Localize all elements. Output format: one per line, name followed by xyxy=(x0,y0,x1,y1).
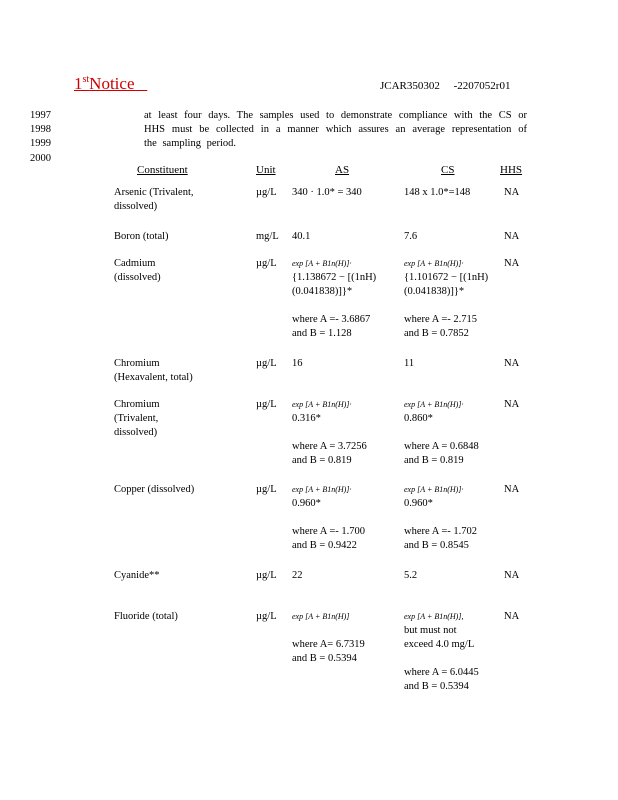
table-cell-constituent xyxy=(114,230,169,244)
cell-line: µg/L xyxy=(256,258,277,269)
table-cell-unit xyxy=(256,569,277,583)
cell-line: Boron (total) xyxy=(114,231,169,242)
col-header-cs: CS xyxy=(441,164,455,176)
cell-line: µg/L xyxy=(256,484,277,495)
cell-line xyxy=(292,624,365,638)
table-cell-constituent xyxy=(114,569,160,583)
table-cell-hhs xyxy=(504,357,519,371)
notice-title: 1stNotice xyxy=(74,74,135,93)
cell-line: exp [A + B1n(H)]· xyxy=(404,259,464,268)
cell-line: µg/L xyxy=(256,187,277,198)
cell-line: {1.101672 − [(1nH) xyxy=(404,272,489,283)
table-cell-cs xyxy=(404,483,477,553)
line-number: 1998 xyxy=(30,124,51,136)
table-cell-constituent xyxy=(114,257,161,285)
cell-line: (Hexavalent, total) xyxy=(114,372,193,383)
cell-line: Cyanide** xyxy=(114,570,160,581)
cell-line: Copper (dissolved) xyxy=(114,484,195,495)
cell-line: NA xyxy=(504,358,520,369)
cell-line: µg/L xyxy=(256,570,277,581)
table-cell-as xyxy=(292,186,362,200)
cell-line: NA xyxy=(504,187,520,198)
cell-line: and B = 0.8545 xyxy=(404,540,469,551)
table-cell-as xyxy=(292,257,376,341)
cell-line: dissolved) xyxy=(114,427,158,438)
cell-line: (Trivalent, xyxy=(114,413,159,424)
table-cell-as xyxy=(292,569,303,583)
table-cell-constituent xyxy=(114,357,193,385)
cell-line: where A = 3.7256 xyxy=(292,441,367,452)
table-cell-cs xyxy=(404,257,488,341)
table-cell-hhs xyxy=(504,569,519,583)
table-cell-constituent xyxy=(114,483,194,497)
cell-line: and B = 1.128 xyxy=(292,328,352,339)
cell-line xyxy=(292,426,367,440)
table-cell-hhs xyxy=(504,483,519,497)
cell-line xyxy=(292,511,365,525)
table-cell-hhs xyxy=(504,257,519,271)
cell-line: where A = 6.0445 xyxy=(404,667,479,678)
cell-line: µg/L xyxy=(256,358,277,369)
cell-line: Arsenic (Trivalent, xyxy=(114,187,194,198)
table-cell-unit xyxy=(256,230,279,244)
table-cell-unit xyxy=(256,398,277,412)
table-cell-constituent xyxy=(114,186,194,214)
table-cell-unit xyxy=(256,610,277,624)
intro-paragraph: at least four days. The samples used to demonstrate compliance with the CS or HHS must be collected in a manner which assures an average representation of the sampling period. xyxy=(144,110,527,150)
cell-line: {1.138672 − [(1nH) xyxy=(292,272,377,283)
cell-line: 22 xyxy=(292,570,303,581)
cell-line: NA xyxy=(504,258,520,269)
cell-line: Chromium xyxy=(114,399,160,410)
table-cell-cs xyxy=(404,186,470,200)
cell-line: but must not xyxy=(404,625,457,636)
table-cell-unit xyxy=(256,186,277,200)
cell-line: µg/L xyxy=(256,399,277,410)
cell-line: (dissolved) xyxy=(114,272,161,283)
cell-line: exceed 4.0 mg/L xyxy=(404,639,475,650)
cell-line: exp [A + B1n(H)]· xyxy=(404,400,464,409)
table-cell-hhs xyxy=(504,610,519,624)
cell-line xyxy=(404,299,488,313)
cell-line: Cadmium xyxy=(114,258,156,269)
cell-line: and B = 0.5394 xyxy=(404,681,469,692)
cell-line: 16 xyxy=(292,358,303,369)
cell-line: and B = 0.819 xyxy=(404,455,464,466)
cell-line: 0.960* xyxy=(404,498,433,509)
cell-line: dissolved) xyxy=(114,201,158,212)
table-cell-constituent xyxy=(114,398,160,440)
line-number: 1997 xyxy=(30,110,51,121)
cell-line: NA xyxy=(504,231,520,242)
table-cell-cs xyxy=(404,398,479,468)
cell-line: 0.960* xyxy=(292,498,321,509)
document-id: JCAR350302 -2207052r01 xyxy=(380,80,511,92)
cell-line: (0.041838)]}* xyxy=(404,286,465,297)
cell-line: 340 · 1.0* = 340 xyxy=(292,187,362,198)
cell-line: NA xyxy=(504,399,520,410)
table-cell-as xyxy=(292,398,367,468)
line-number: 1999 xyxy=(30,138,51,150)
col-header-hhs: HHS xyxy=(500,164,523,176)
cell-line: exp [A + B1n(H)]· xyxy=(404,485,464,494)
cell-line xyxy=(404,652,479,666)
cell-line: where A =- 1.702 xyxy=(404,526,477,537)
table-cell-cs xyxy=(404,357,414,371)
cell-line: Fluoride (total) xyxy=(114,611,178,622)
table-cell-cs xyxy=(404,569,417,583)
table-cell-as xyxy=(292,357,303,371)
cell-line: where A = 0.6848 xyxy=(404,441,479,452)
cell-line: where A =- 1.700 xyxy=(292,526,365,537)
cell-line: Chromium xyxy=(114,358,160,369)
cell-line: and B = 0.5394 xyxy=(292,653,357,664)
cell-line: NA xyxy=(504,484,520,495)
cell-line xyxy=(404,426,479,440)
table-cell-hhs xyxy=(504,186,519,200)
cell-line: exp [A + B1n(H)], xyxy=(404,612,464,621)
cell-line: exp [A + B1n(H)]· xyxy=(292,259,352,268)
cell-line: 40.1 xyxy=(292,231,311,242)
table-cell-unit xyxy=(256,483,277,497)
table-cell-unit xyxy=(256,257,277,271)
cell-line: NA xyxy=(504,570,520,581)
cell-line: exp [A + B1n(H)]· xyxy=(292,400,352,409)
cell-line: 0.860* xyxy=(404,413,433,424)
line-number: 2000 xyxy=(30,152,51,164)
cell-line: NA xyxy=(504,611,520,622)
cell-line xyxy=(292,299,376,313)
table-cell-cs xyxy=(404,230,417,244)
cell-line: 11 xyxy=(404,358,415,369)
cell-line: and B = 0.7852 xyxy=(404,328,469,339)
cell-line: where A =- 2.715 xyxy=(404,314,477,325)
col-header-as: AS xyxy=(335,164,350,176)
cell-line: exp [A + B1n(H)]· xyxy=(292,485,352,494)
table-cell-cs xyxy=(404,610,479,694)
table-cell-as xyxy=(292,230,310,244)
table-cell-hhs xyxy=(504,398,519,412)
cell-line: 5.2 xyxy=(404,570,418,581)
cell-line: 7.6 xyxy=(404,231,418,242)
table-cell-as xyxy=(292,610,365,666)
col-header-unit: Unit xyxy=(256,164,276,176)
cell-line: 0.316* xyxy=(292,413,321,424)
cell-line: µg/L xyxy=(256,611,277,622)
table-cell-as xyxy=(292,483,365,553)
cell-line: exp [A + B1n(H)] xyxy=(292,612,350,621)
cell-line: where A =- 3.6867 xyxy=(292,314,371,325)
col-header-constituent: Constituent xyxy=(137,164,188,176)
table-cell-hhs xyxy=(504,230,519,244)
cell-line: 148 x 1.0*=148 xyxy=(404,187,471,198)
table-cell-unit xyxy=(256,357,277,371)
cell-line: and B = 0.819 xyxy=(292,455,352,466)
table-cell-constituent xyxy=(114,610,178,624)
cell-line: where A= 6.7319 xyxy=(292,639,365,650)
cell-line: (0.041838)]}* xyxy=(292,286,353,297)
cell-line: and B = 0.9422 xyxy=(292,540,357,551)
cell-line: mg/L xyxy=(256,231,279,242)
cell-line xyxy=(404,511,477,525)
line-numbers xyxy=(30,109,51,166)
